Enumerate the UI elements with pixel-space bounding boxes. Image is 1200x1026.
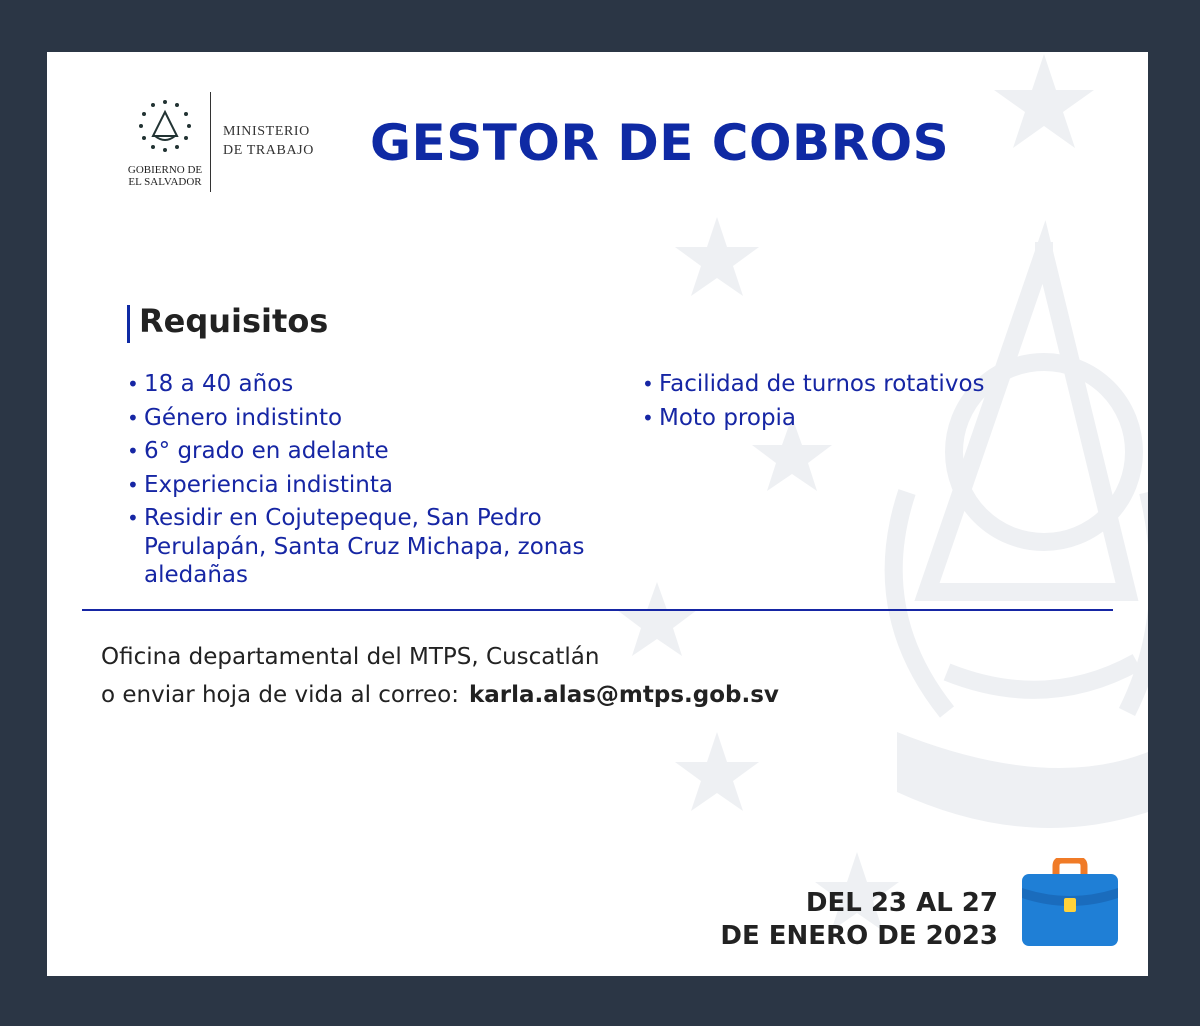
office-text: Oficina departamental del MTPS, Cuscatlán xyxy=(101,644,600,670)
date-line-1: DEL 23 AL 27 xyxy=(805,888,998,918)
date-line-2: DE ENERO DE 2023 xyxy=(720,921,998,951)
job-poster-card xyxy=(47,52,1148,976)
list-item: • 18 a 40 años xyxy=(127,370,627,399)
contact-info xyxy=(101,638,779,714)
list-item: • 6° grado en adelante xyxy=(127,437,627,466)
briefcase-icon xyxy=(1020,858,1120,948)
list-item: • Facilidad de turnos rotativos xyxy=(642,370,1062,399)
requirements-heading: Requisitos xyxy=(139,302,329,340)
coat-of-arms-icon xyxy=(135,98,195,158)
requirements-list-right xyxy=(642,370,1062,437)
logo-divider xyxy=(210,92,211,192)
ministry-label xyxy=(223,122,343,160)
cv-prefix: o enviar hoja de vida al correo: xyxy=(101,682,459,708)
section-divider xyxy=(82,609,1113,611)
email-link[interactable]: karla.alas@mtps.gob.sv xyxy=(468,682,779,708)
date-range xyxy=(720,887,998,953)
government-line-1: GOBIERNO DE xyxy=(127,164,203,176)
cv-line xyxy=(101,676,779,714)
ministry-line-1: MINISTERIO xyxy=(223,124,310,139)
list-item: • Residir en Cojutepeque, San Pedro Perulapán, Santa Cruz Michapa, zonas aledañas xyxy=(127,504,627,590)
list-item: • Moto propia xyxy=(642,404,1062,433)
requirements-list-left xyxy=(127,370,627,595)
requirements-accent-bar xyxy=(127,305,130,343)
ministry-line-2: DE TRABAJO xyxy=(223,143,314,158)
government-line-2: EL SALVADOR xyxy=(128,176,202,188)
list-item: • Experiencia indistinta xyxy=(127,471,627,500)
page-title: GESTOR DE COBROS xyxy=(370,114,950,172)
ministry-logo xyxy=(125,90,335,200)
list-item: • Género indistinto xyxy=(127,404,627,433)
government-label xyxy=(125,164,205,188)
